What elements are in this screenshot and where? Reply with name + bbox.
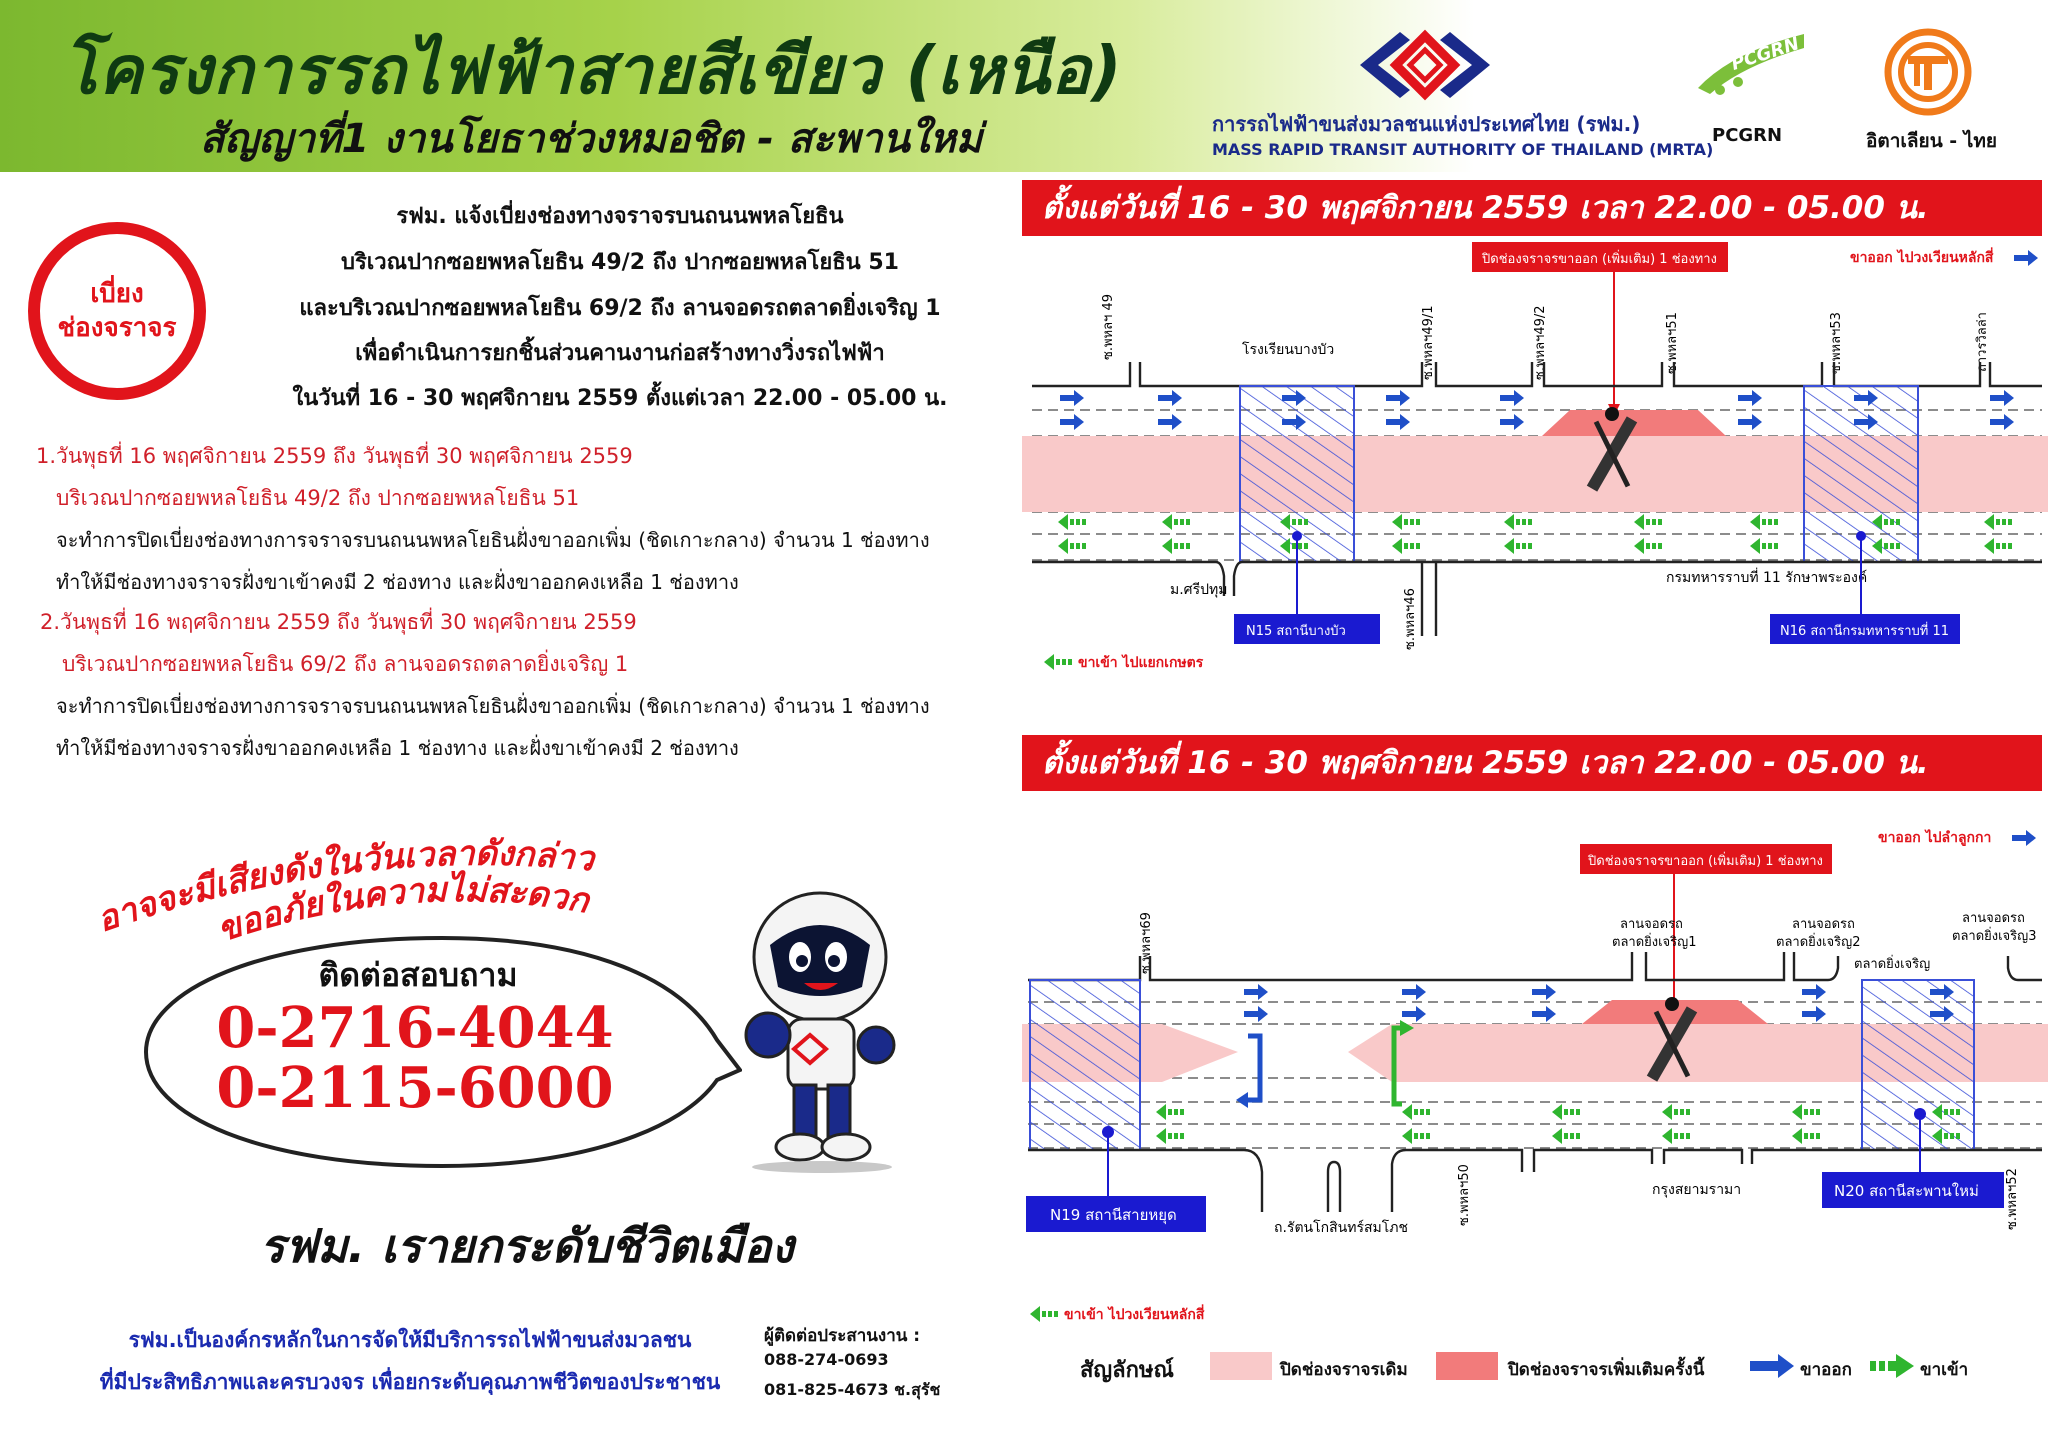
itd-label: อิตาเลียน - ไทย [1866, 130, 1998, 152]
legend-outbound-label: ขาออก [1800, 1360, 1852, 1380]
d2-parking-1a: ลานจอดรถ [1620, 917, 1683, 932]
d1-university: ม.ศรีปทุม [1170, 582, 1228, 598]
legend-inbound-arrow-icon [1870, 1354, 1914, 1378]
contact-phone-2[interactable]: 0-2115-6000 [216, 1055, 614, 1121]
item-2-detail-1: จะทำการปิดเบี่ยงช่องทางการจราจรบนถนนพหลโยธินฝั่งขาออกเพิ่ม (ชิดเกาะกลาง) จำนวน 1 ช่องทาง [56, 694, 930, 718]
d1-station-1: N15 สถานีบางบัว [1246, 624, 1346, 639]
item-1-detail-1: จะทำการปิดเบี่ยงช่องทางการจราจรบนถนนพหลโยธินฝั่งขาออกเพิ่ม (ชิดเกาะกลาง) จำนวน 1 ช่องทาง [56, 528, 930, 552]
d2-station-2: N20 สถานีสะพานใหม่ [1834, 1182, 1979, 1200]
mrta-name-english: MASS RAPID TRANSIT AUTHORITY OF THAILAND (MRTA) [1212, 140, 1714, 159]
notice-line-4: เพื่อดำเนินการยกชิ้นส่วนคานงานก่อสร้างทางวิ่งรถไฟฟ้า [355, 341, 885, 366]
project-subtitle: สัญญาที่1 งานโยธาช่วงหมอชิต - สะพานใหม่ [200, 116, 983, 162]
d1-school: โรงเรียนบางบัว [1242, 342, 1335, 358]
d1-soi-49-2: ซ.พหลฯ49/2 [1533, 305, 1548, 380]
d2-parking-3a: ลานจอดรถ [1962, 911, 2025, 926]
d2-parking-1b: ตลาดยิ่งเจริญ1 [1612, 935, 1697, 950]
d2-closure-label: ปิดช่องจราจรขาออก (เพิ่มเติม) 1 ช่องทาง [1588, 854, 1823, 869]
legend-title: สัญลักษณ์ [1080, 1358, 1174, 1383]
d2-station-1: N19 สถานีสายหยุด [1050, 1206, 1177, 1224]
d2-inbound-note: ขาเข้า ไปวงเวียนหลักสี่ [1064, 1307, 1205, 1322]
pcgrn-label: PCGRN [1712, 125, 1783, 146]
notice-line-3: และบริเวณปากซอยพหลโยธิน 69/2 ถึง ลานจอดรถตลาดยิ่งเจริญ 1 [299, 296, 941, 321]
legend [1080, 1346, 2040, 1386]
d2-krungsiam: กรุงสยามรามา [1652, 1182, 1742, 1198]
coordinator-phone-2[interactable]: 081-825-4673 ช.สุรัช [764, 1380, 941, 1399]
notice-line-2: บริเวณปากซอยพหลโยธิน 49/2 ถึง ปากซอยพหลโยธิน 51 [340, 250, 899, 275]
d1-soi-53: ซ.พหลฯ53 [1829, 312, 1844, 374]
mission-line-2: ที่มีประสิทธิภาพและครบวงจร เพื่อยกระดับคุณภาพชีวิตของประชาชน [99, 1370, 721, 1394]
d1-soi-51: ซ.พหลฯ51 [1665, 312, 1680, 374]
diagram-1-banner: ตั้งแต่วันที่ 16 - 30 พฤศจิกายน 2559 เวลา 22.00 - 05.00 น. [1022, 180, 2042, 236]
d1-outbound-note: ขาออก ไปวงเวียนหลักสี่ [1850, 250, 1994, 266]
d2-soi-52: ซ.พหลฯ52 [2005, 1168, 2020, 1230]
d1-inbound-note: ขาเข้า ไปแยกเกษตร [1078, 655, 1204, 671]
legend-outbound-arrow-icon [1750, 1354, 1794, 1378]
apology-line-2: ขออภัยในความไม่สะดวก [212, 870, 592, 951]
d2-parking-3b: ตลาดยิ่งเจริญ3 [1952, 929, 2037, 944]
apology-line-1: อาจจะมีเสียงดังในวันเวลาดังกล่าว [92, 833, 596, 941]
d1-soi-49: ซ.พหลฯ 49 [1101, 293, 1116, 360]
d2-parking-2a: ลานจอดรถ [1792, 917, 1855, 932]
d2-soi-69: ซ.พหลฯ69 [1139, 912, 1154, 974]
contact-phone-1[interactable]: 0-2716-4044 [216, 995, 614, 1061]
legend-existing-swatch [1210, 1352, 1272, 1380]
header-banner [0, 0, 2048, 172]
item-2-detail-2: ทำให้มีช่องทางจราจรฝั่งขาออกคงเหลือ 1 ช่องทาง และฝั่งขาเข้าคงมี 2 ช่องทาง [56, 736, 739, 760]
d2-soi-50: ซ.พหลฯ50 [1457, 1164, 1472, 1226]
notice-line-1: รฟม. แจ้งเบี่ยงช่องทางจราจรบนถนนพหลโยธิน [396, 204, 844, 229]
itd-logo [1884, 28, 1972, 116]
contact-title: ติดต่อสอบถาม [318, 956, 518, 994]
d2-station-box-1 [1030, 980, 1140, 1150]
item-2-date: 2.วันพุธที่ 16 พฤศจิกายน 2559 ถึง วันพุธที่ 30 พฤศจิกายน 2559 [40, 610, 637, 634]
mission-line-1: รฟม.เป็นองค์กรหลักในการจัดให้มีบริการรถไฟฟ้าขนส่งมวลชน [128, 1328, 692, 1352]
coordinator-label: ผู้ติดต่อประสานงาน : [764, 1326, 921, 1346]
d1-station-2: N16 สถานีกรมทหารราบที่ 11 [1780, 624, 1950, 639]
item-2-location: บริเวณปากซอยพหลโยธิน 69/2 ถึง ลานจอดรถตลาดยิ่งเจริญ 1 [62, 652, 629, 676]
notice-line-5: ในวันที่ 16 - 30 พฤศจิกายน 2559 ตั้งแต่เวลา 22.00 - 05.00 น. [292, 386, 948, 411]
mrta-logo [1350, 26, 1500, 104]
lane-diversion-stamp [28, 222, 206, 400]
mascot-icon [730, 885, 905, 1175]
project-title: โครงการรถไฟฟ้าสายสีเขียว (เหนือ) [62, 32, 1123, 109]
tagline: รฟม. เรายกระดับชีวิตเมือง [260, 1219, 794, 1273]
d2-road: ถ.รัตนโกสินทร์สมโภช [1274, 1220, 1408, 1236]
svg-text:PCGRN: PCGRN [1728, 33, 1802, 75]
stamp-line-1: เบี่ยง [90, 279, 144, 309]
item-1-date: 1.วันพุธที่ 16 พฤศจิกายน 2559 ถึง วันพุธที่ 30 พฤศจิกายน 2559 [36, 444, 633, 468]
diagram-2-road-map [1022, 792, 2048, 1322]
d2-station-box-2 [1862, 980, 1974, 1150]
item-1-detail-2: ทำให้มีช่องทางจราจรฝั่งขาเข้าคงมี 2 ช่องทาง และฝั่งขาออกคงเหลือ 1 ช่องทาง [56, 570, 739, 594]
d1-regiment: กรมทหารราบที่ 11 รักษาพระองค์ [1666, 570, 1868, 586]
d1-thawon-villa: ถาวรวิลล่า [1975, 312, 1990, 372]
diagram-1-road-map [1022, 236, 2048, 676]
item-1-location: บริเวณปากซอยพหลโยธิน 49/2 ถึง ปากซอยพหลโยธิน 51 [56, 486, 580, 510]
d2-parking-2b: ตลาดยิ่งเจริญ2 [1776, 935, 1861, 950]
d1-closure-label: ปิดช่องจราจรขาออก (เพิ่มเติม) 1 ช่องทาง [1482, 252, 1717, 267]
diagram-2-banner: ตั้งแต่วันที่ 16 - 30 พฤศจิกายน 2559 เวลา 22.00 - 05.00 น. [1022, 735, 2042, 791]
d1-soi-49-1: ซ.พหลฯ49/1 [1421, 305, 1436, 380]
d2-market: ตลาดยิ่งเจริญ [1854, 957, 1931, 972]
pcgrn-logo [1692, 22, 1812, 102]
mrta-name-thai: การรถไฟฟ้าขนส่งมวลชนแห่งประเทศไทย (รฟม.) [1212, 112, 1641, 136]
legend-existing-label: ปิดช่องจราจรเดิม [1280, 1360, 1408, 1380]
coordinator-phone-1[interactable]: 088-274-0693 [764, 1350, 889, 1369]
d1-soi-46: ซ.พหลฯ46 [1403, 588, 1418, 650]
d2-outbound-note: ขาออก ไปลำลูกกา [1878, 830, 1992, 846]
legend-inbound-label: ขาเข้า [1920, 1360, 1969, 1380]
legend-new-swatch [1436, 1352, 1498, 1380]
legend-new-label: ปิดช่องจราจรเพิ่มเติมครั้งนี้ [1508, 1360, 1705, 1380]
stamp-line-2: ช่องจราจร [57, 313, 177, 343]
